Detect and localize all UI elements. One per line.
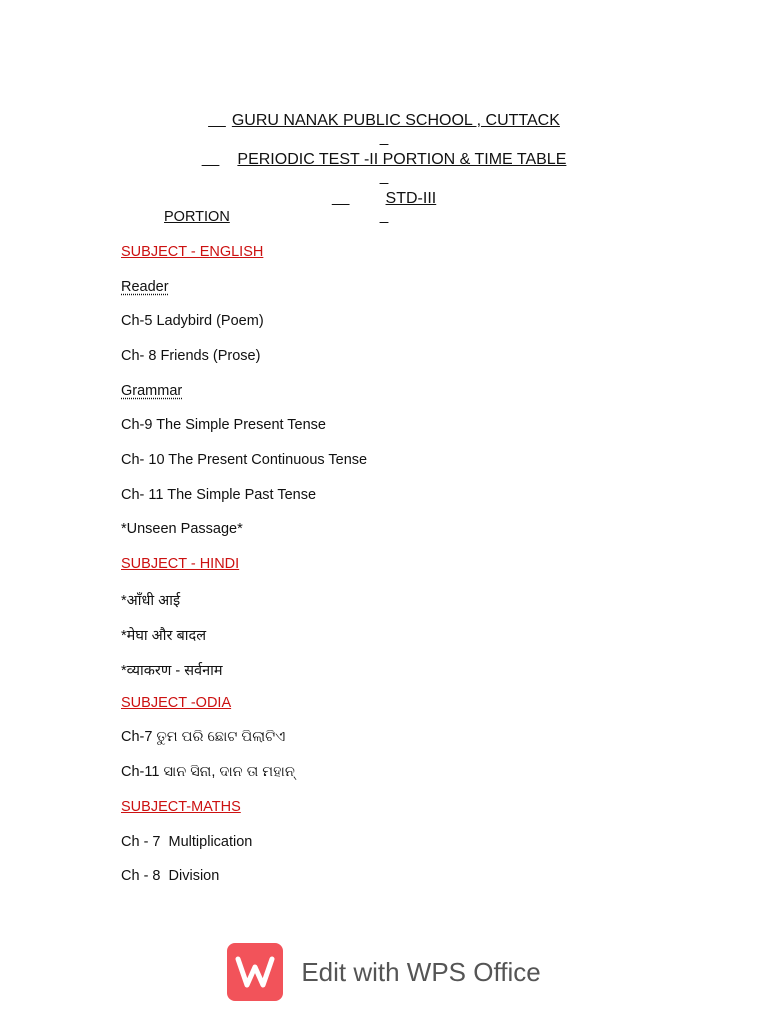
list-item: Ch-5 Ladybird (Poem) xyxy=(121,313,264,329)
school-title-text: GURU NANAK PUBLIC SCHOOL , CUTTACK xyxy=(231,112,560,129)
list-item: Ch- 8 Friends (Prose) xyxy=(121,348,261,364)
list-item: Ch - 8 Division xyxy=(121,868,220,884)
wps-w-icon-svg xyxy=(235,955,275,989)
wps-edit-banner[interactable] xyxy=(0,940,768,1004)
reader-label: Reader xyxy=(121,279,169,295)
list-item: Ch- 11 The Simple Past Tense xyxy=(121,487,317,503)
wps-edit-text[interactable]: Edit with WPS Office xyxy=(301,956,541,987)
list-item: *व्याकरण - सर्वनाम xyxy=(121,663,223,679)
std-title xyxy=(0,172,768,226)
list-item: *Unseen Passage* xyxy=(121,521,243,537)
grammar-label: Grammar xyxy=(121,383,183,399)
list-item: Ch-7 ତୁମ ପରି ଛୋଟ ପିଲାଟିଏ xyxy=(121,729,286,745)
wps-w-icon[interactable] xyxy=(227,943,283,1001)
list-item: *आँधी आई xyxy=(121,593,181,609)
subject-english-heading: SUBJECT - ENGLISH xyxy=(121,244,264,260)
list-item: Ch-11 ସାନ ସିନା, ଦାନ ତା ମହାନ୍ xyxy=(121,764,295,780)
subject-hindi-heading: SUBJECT - HINDI xyxy=(121,556,240,572)
list-item: Ch- 10 The Present Continuous Tense xyxy=(121,452,368,468)
list-item: *मेघा और बादल xyxy=(121,628,207,644)
subject-odia-heading: SUBJECT -ODIA xyxy=(121,695,232,711)
list-item: Ch-9 The Simple Present Tense xyxy=(121,417,326,433)
portion-heading: PORTION xyxy=(164,209,230,225)
subject-maths-heading: SUBJECT-MATHS xyxy=(121,799,241,815)
list-item: Ch - 7 Multiplication xyxy=(121,834,253,850)
std-title-text: STD-III xyxy=(385,190,437,207)
test-title-text: PERIODIC TEST -II PORTION & TIME TABLE xyxy=(237,151,567,168)
